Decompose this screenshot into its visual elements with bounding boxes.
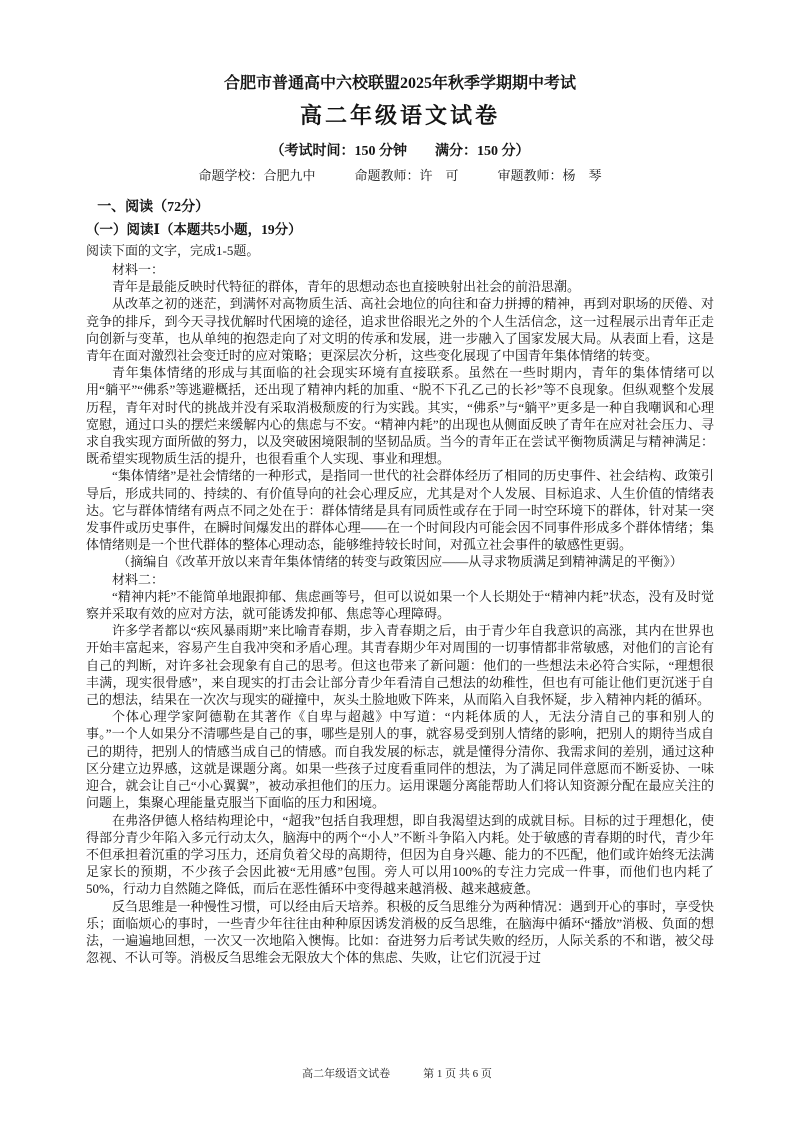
material-two-paragraph-2: 许多学者都以“疾风暴雨期”来比喻青春期，步入青春期之后，由于青少年自我意识的高涨，其内在世界也开始丰富起来，容易产生自我冲突和矛盾心理。其青春期少年对周围的一切事情都非常敏感，对他们的言论有自己的判断，对许多社会现象有自己的思考。但这也带来了新问题：他们的一些想法未必符合实际，“理想很丰满，现实很骨感”，来自现实的打击会让部分青少年看清自己想法的幼稚性，但也有可能让他们更沉迷于自己的想法，结果在一次次与现实的碰撞中，灰头土脸地败下阵来，从而陷入自我怀疑，步入精神内耗的循环。 bbox=[86, 623, 714, 708]
material-one-paragraph-1: 青年是最能反映时代特征的群体，青年的思想动态也直接映射出社会的前沿思潮。 bbox=[112, 279, 581, 295]
subsection-heading-reading-1: （一）阅读Ⅰ（本题共5小题，19分） bbox=[86, 222, 302, 237]
material-two-paragraph-4: 在弗洛伊德人格结构理论中，“超我”包括自我理想，即自我渴望达到的成就目标。目标的过于理想化，使得部分青少年陷入多元行动太久，脑海中的两个“小人”不断斗争陷入内耗。处于敏感的青春期的时代，青少年不但承担着沉重的学习压力，还肩负着父母的高期待，但因为自身兴趣、能力的不匹配，他们或许始终无法满足家长的预期，不少孩子会因此被“无用感”包围。旁人可以用100%的专注力完成一件事，而他们也内耗了50%，行动力自然随之降低，而后在恶性循环中变得越来越消极、越来越疲惫。 bbox=[86, 812, 714, 897]
material-one-paragraph-3: 青年集体情绪的形成与其面临的社会现实环境有直接联系。虽然在一些时期内，青年的集体情绪可以用“躺平”“佛系”等逃避概括，还出现了精神内耗的加重、“脱不下孔乙己的长衫”等不良现象。但纵观整个发展历程，青年对时代的挑战并没有采取消极颓废的行为实践。其实，“佛系”与“躺平”更多是一种自我嘲讽和心理宽慰，通过口头的摆烂来缓解内心的焦虑与不安。“精神内耗”的出现也从侧面反映了青年在应对社会压力、寻求自我实现方面所做的努力，以及突破困境限制的坚韧品质。当今的青年正在尝试平衡物质满足与精神满足：既希望实现物质生活的提升，也很看重个人实现、事业和理想。 bbox=[86, 365, 714, 467]
exam-meta: 命题学校：合肥九中 命题教师：许 可 审题教师：杨 琴 bbox=[198, 168, 602, 183]
reading-instruction: 阅读下面的文字，完成1-5题。 bbox=[86, 243, 260, 258]
page-footer: 高二年级语文试卷 第 1 页 共 6 页 bbox=[302, 1068, 492, 1080]
exam-info: （考试时间：150 分钟 满分：150 分） bbox=[270, 144, 530, 159]
material-one-label: 材料一： bbox=[112, 262, 165, 277]
material-one-paragraph-2: 从改革之初的迷茫，到满怀对高物质生活、高社会地位的向往和奋力拼搏的精神，再到对职场的厌倦、对竞争的排斥，到今天寻找优解时代困境的途径，追求世俗眼光之外的个人生活信念，这一过程展示出青年正走向创新与变革，也从单纯的抱怨走向了对文明的传承和发展，进一步融入了国家发展大局。从表面上看，这是青年在面对激烈社会变迁时的应对策略；更深层次分析，这些变化展现了中国青年集体情绪的转变。 bbox=[86, 296, 714, 364]
section-heading-reading: 一、阅读（72分） bbox=[97, 200, 210, 215]
exam-title: 合肥市普通高中六校联盟2025年秋季学期期中考试 bbox=[223, 75, 576, 92]
source-attribution: （摘编自《改革开放以来青年集体情绪的转变与政策因应——从寻求物质满足到精神满足的平衡》） bbox=[117, 554, 683, 570]
material-two-label: 材料二： bbox=[112, 571, 165, 587]
material-two-paragraph-3: 个体心理学家阿德勒在其著作《自卑与超越》中写道：“内耗体质的人，无法分清自己的事和别人的事。”一个人如果分不清哪些是自己的事，哪些是别人的事，就容易受到别人情绪的影响，把别人的期待当成自己的期待，把别人的情感当成自己的情感。而自我发展的标志，就是懂得分清你、我需求间的差别，通过这种区分建立边界感，这就是课题分离。如果一些孩子过度看重同伴的想法，为了满足同伴意愿而不断妥协、一味迎合，就会让自己“小心翼翼”，被动承担他们的压力。运用课题分离能帮助人们将认知资源分配在最应关注的问题上，集聚心理能量克服当下面临的压力和困境。 bbox=[86, 709, 714, 811]
material-two-paragraph-1: “精神内耗”不能简单地跟抑郁、焦虑画等号，但可以说如果一个人长期处于“精神内耗”状态，没有及时觉察并采取有效的应对方法，就可能诱发抑郁、焦虑等心理障碍。 bbox=[86, 588, 714, 622]
paper-title: 高二年级语文试卷 bbox=[299, 103, 500, 128]
material-two-paragraph-5: 反刍思维是一种慢性习惯，可以经由后天培养。积极的反刍思维分为两种情况：遇到开心的事时，享受快乐；面临烦心的事时，一些青少年往往由种种原因诱发消极的反刍思维，在脑海中循环“播放”消极、负面的想法，一遍遍地回想，一次又一次地陷入懊悔。比如：奋进努力后考试失败的经历，人际关系的不和谐，被父母忽视、不认可等。消极反刍思维会无限放大个体的焦虑、失败，让它们沉浸于过 bbox=[86, 898, 714, 966]
material-one-paragraph-4: “集体情绪”是社会情绪的一种形式，是指同一世代的社会群体经历了相同的历史事件、社会结构、政策引导后，形成共同的、持续的、有价值导向的社会心理反应，尤其是对个人发展、目标追求、人生价值的情绪表达。它与群体情绪有两点不同之处在于：群体情绪是具有同质性或存在于同一时空环境下的群体，针对某一突发事件或历史事件，在瞬时间爆发出的群体心理——在一个时间段内可能会因不同事件形成多个群体情绪；集体情绪则是一个世代群体的整体心理动态，能够维持较长时间，对孤立社会事件的敏感性更弱。 bbox=[86, 468, 714, 553]
